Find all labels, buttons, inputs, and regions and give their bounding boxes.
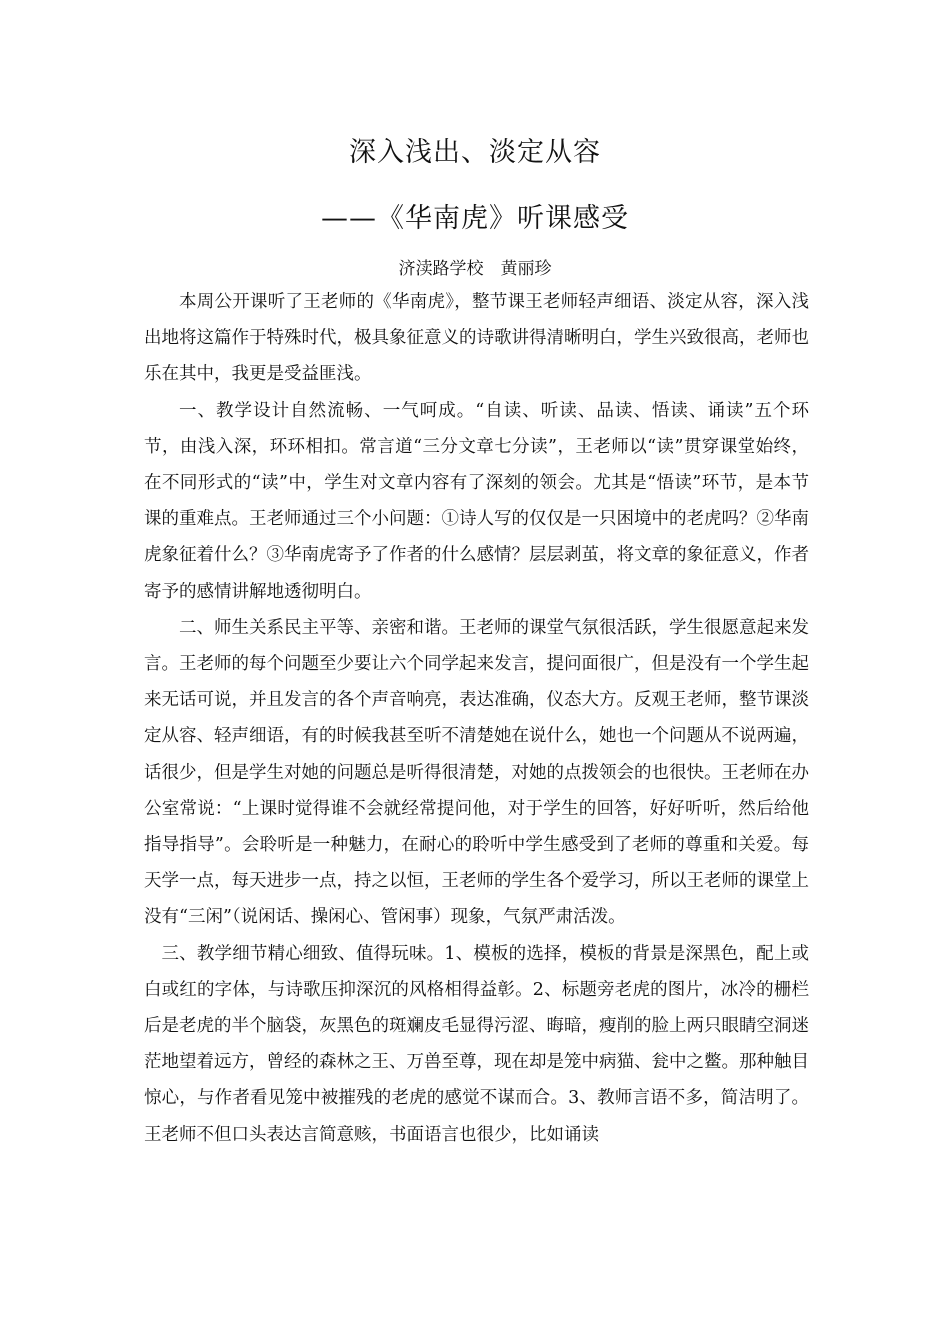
paragraph-intro: 本周公开课听了王老师的《华南虎》，整节课王老师轻声细语、淡定从容，深入浅出地将这篇作于特殊时代，极具象征意义的诗歌讲得清晰明白，学生兴致很高，老师也乐在其中，我更是受益匪浅。: [144, 292, 809, 385]
paragraph-teaching-details: 三、教学细节精心细致、值得玩味。1、模板的选择，模板的背景是深黑色，配上或白或红的字体，与诗歌压抑深沉的风格相得益彰。2、标题旁老虎的图片，冰冷的栅栏后是老虎的半个脑袋，灰黑色的斑斓皮毛显得污涩、晦暗，瘦削的脸上两只眼睛空洞迷茫地望着远方，曾经的森林之王、万兽至尊，现在却是笼中病猫、瓮中之鳖。那种触目惊心，与作者看见笼中被摧残的老虎的感觉不谋而合。3、教师言语不多，简洁明了。王老师不但口头表达言简意赅，书面语言也很少，比如诵读: [144, 943, 809, 1145]
document-subtitle: ——《华南虎》听课感受: [321, 203, 629, 234]
paragraph-teacher-student-relations: 二、师生关系民主平等、亲密和谐。王老师的课堂气氛很活跃，学生很愿意起来发言。王老师的每个问题至少要让六个同学起来发言，提问面很广，但是没有一个学生起来无话可说，并且发言的各个声音响亮，表达准确，仪态大方。反观王老师，整节课淡定从容、轻声细语，有的时候我甚至听不清楚她在说什么，她也一个问题从不说两遍，话很少，但是学生对她的问题总是听得很清楚，对她的点拨领会的也很快。王老师在办公室常说：“上课时觉得谁不会就经常提问他，对于学生的回答，好好听听，然后给他指导指导”。会聆听是一种魅力，在耐心的聆听中学生感受到了老师的尊重和关爱。每天学一点，每天进步一点，持之以恒，王老师的学生各个爱学习，所以王老师的课堂上没有“三闲”（说闲话、操闲心、管闲事）现象，气氛严肃活泼。: [144, 617, 809, 928]
paragraph-teaching-design: 一、教学设计自然流畅、一气呵成。“自读、听读、品读、悟读、诵读”五个环节，由浅入深，环环相扣。常言道“三分文章七分读”，王老师以“读”贯穿课堂始终，在不同形式的“读”中，学生对文章内容有了深刻的领会。尤其是“悟读”环节，是本节课的重难点。王老师通过三个小问题：①诗人写的仅仅是一只困境中的老虎吗？②华南虎象征着什么？③华南虎寄予了作者的什么感情？层层剥茧，将文章的象征意义，作者寄予的感情讲解地透彻明白。: [144, 400, 809, 602]
document-body: [144, 284, 809, 1153]
document-title: 深入浅出、淡定从容: [349, 137, 601, 168]
author-byline: 济渎路学校 黄丽珍: [398, 259, 552, 279]
